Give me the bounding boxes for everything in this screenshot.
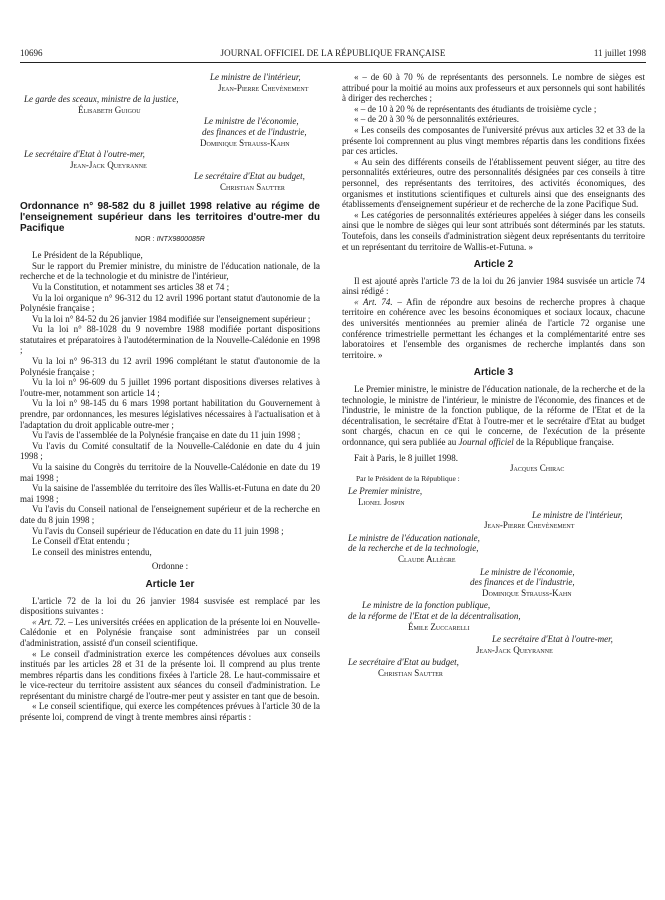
- paragraph: « Les conseils des composantes de l'université prévus aux articles 32 et 33 de la présente loi comprennent au plus vingt membres répartis dans les conditions fixées par ces articles.: [342, 124, 645, 157]
- signatory-title: Le secrétaire d'Etat au budget,: [348, 657, 459, 668]
- paragraph: Sur le rapport du Premier ministre, du ministre de l'éducation nationale, de la recherche et de la technologie et du ministre de l'intérieur,: [20, 260, 320, 282]
- paragraph: Le Conseil d'Etat entendu ;: [32, 536, 130, 547]
- signatory-title: Le Premier ministre,: [348, 486, 423, 497]
- paragraph: Vu la loi n° 96-313 du 12 avril 1996 complétant le statut d'autonomie de la Polynésie française ;: [20, 356, 320, 377]
- paragraph: Le conseil des ministres entendu,: [32, 546, 152, 557]
- paragraph: Vu la loi n° 96-609 du 5 juillet 1996 portant dispositions diverses relatives à l'outre-mer, notamment son article 14 ;: [20, 377, 320, 398]
- paragraph: « – de 10 à 20 % de représentants des étudiants de troisième cycle ;: [354, 103, 597, 114]
- paragraph: Vu la loi n° 98-145 du 6 mars 1998 portant habilitation du Gouvernement à prendre, par ordonnances, les mesures législatives nécessaires à l'actualisation et à l'adaptation du droit applicable outre-mer ;: [20, 398, 320, 430]
- ordonne-line: Ordonne :: [151, 561, 189, 572]
- signatory-name: Jean-Pierre Chevènement: [484, 520, 575, 531]
- paragraph: « Au sein des différents conseils de l'établissement peuvent siéger, au titre des personnalités extérieures, outre des personnalités désignées par ces conseils à titre personnel, des représentants des territoires, des activités économiques, des organismes et institutions scientifiques et culturels ainsi que des enseignants des établissements d'enseignement supérieur et de recherche de la zone Pacifique Sud.: [342, 156, 645, 210]
- signatory-title: des finances et de l'industrie,: [202, 126, 307, 137]
- paragraph: Vu la loi organique n° 96-312 du 12 avril 1996 portant statut d'autonomie de la Polynésie française ;: [20, 292, 320, 314]
- article-72-paragraph: [20, 617, 320, 649]
- paragraph: Vu l'avis du Conseil national de l'enseignement supérieur et de la recherche en date du 8 juin 1998 ;: [20, 504, 320, 525]
- article-text: – Afin de répondre aux besoins de recherche propres à chaque territoire en cohérence avec les besoins économiques et sociaux locaux, chacune des universités mentionnées au premier alinéa de l'article 72 organise une conférence trimestrielle permettant les échanges et la complémentarité entre ses laboratoires et l'ensemble des organismes de recherche implantés dans son territoire. »: [342, 296, 645, 360]
- paragraph: Vu la Constitution, et notamment ses articles 38 et 74 ;: [32, 281, 230, 292]
- signatory-name: Lionel Jospin: [358, 496, 405, 507]
- paragraph: Vu l'avis de l'assemblée de la Polynésie française en date du 11 juin 1998 ;: [32, 430, 301, 441]
- journal-title: JOURNAL OFFICIEL DE LA RÉPUBLIQUE FRANÇAISE: [220, 48, 446, 58]
- signatory-title: Le ministre de l'intérieur,: [210, 72, 301, 82]
- header-rule: [20, 62, 646, 63]
- paragraph: « – de 20 à 30 % de personnalités extérieures.: [354, 114, 519, 125]
- signatory-title: Le ministre de l'économie,: [480, 566, 575, 577]
- nor-code: INTX9800085R: [156, 235, 205, 243]
- paragraph: Vu la saisine de l'assemblée du territoire des îles Wallis-et-Futuna en date du 20 mai 1998 ;: [20, 483, 320, 504]
- signatory-title: Le secrétaire d'Etat à l'outre-mer,: [24, 149, 145, 160]
- president-name: Jacques Chirac: [510, 463, 565, 474]
- place-date: Fait à Paris, le 8 juillet 1998.: [354, 452, 458, 463]
- signatory-name: Dominique Strauss-Kahn: [200, 137, 290, 148]
- paragraph: « Les catégories de personnalités extérieures appelées à siéger dans les conseils ainsi que le nombre de sièges qui leur sont attribués sont déterminés par les statuts. Toutefois, dans les conseils d'administration siègent deux représentants du territoire et un représentant du territoire de Wallis-et-Futuna. »: [342, 209, 645, 252]
- signatory-title: Le ministre de l'économie,: [204, 116, 299, 127]
- paragraph: « Le conseil scientifique, qui exerce les compétences prévues à l'article 30 de la présente loi, comprend de vingt à trente membres ainsi répartis :: [20, 701, 320, 723]
- signatory-name: Jean-Jack Queyranne: [476, 644, 553, 655]
- signatory-title: des finances et de l'industrie,: [470, 577, 575, 588]
- article-text: de la République française.: [513, 437, 614, 447]
- signatory-title: de la recherche et de la technologie,: [348, 543, 479, 554]
- signatory-name: Christian Sautter: [378, 667, 443, 678]
- nor-label: NOR :: [135, 235, 155, 243]
- signatory-name: Élisabeth Guigou: [78, 104, 141, 115]
- signatory-name: Jean-Pierre Chevènement: [218, 82, 309, 93]
- signatory-name: Émile Zuccarelli: [408, 621, 470, 632]
- article-heading: Article 3: [473, 367, 514, 379]
- paragraph: Vu la loi n° 84-52 du 26 janvier 1984 modifiée sur l'enseignement supérieur ;: [32, 313, 311, 324]
- journal-reference: Journal officiel: [458, 437, 514, 447]
- paragraph: Vu la loi n° 88-1028 du 9 novembre 1988 modifiée portant dispositions statutaires et préparatoires à l'autodétermination de la Nouvelle-Calédonie en 1998 ;: [20, 324, 320, 356]
- article-text: Le Premier ministre, le ministre de l'éducation nationale, de la recherche et de la technologie, le ministre de l'intérieur, le ministre de l'économie, des finances et de l'industrie, le ministre de la fonction publique, de la réforme de l'Etat et de la décentralisation, le secrétaire d'Etat à l'outre-mer et le secrétaire d'Etat au budget sont chargés, chacun en ce qui le concerne, de l'exécution de la présente ordonnance, qui sera publiée au: [342, 384, 645, 447]
- paragraph: Vu l'avis du Conseil supérieur de l'éducation en date du 11 juin 1998 ;: [32, 525, 284, 536]
- paragraph: « Le conseil d'administration exerce les compétences dévolues aux conseils institués par les articles 28 et 31 de la présente loi. Il comprend au plus trente membres répartis dans les conditions fixées à l'article 28. Le haut-commissaire et le vice-recteur du territoire assistent aux séances du conseil d'administration. Le représentant du ministre chargé de l'outre-mer peut y assister en tant que de besoin.: [20, 648, 320, 701]
- page-header: [20, 48, 646, 62]
- signatory-title: Le ministre de la fonction publique,: [362, 600, 491, 611]
- signatory-title: de la réforme de l'Etat et de la décentralisation,: [348, 610, 521, 621]
- signatory-name: Christian Sautter: [220, 181, 285, 192]
- issue-date: 11 juillet 1998: [593, 48, 646, 58]
- article-text: – Les universités créées en application de la présente loi en Nouvelle-Calédonie et en Polynésie française sont administrées par un conseil d'administration, assisté d'un conseil scientifique.: [20, 616, 320, 648]
- article-74-paragraph: [342, 297, 645, 361]
- signatory-title: Le secrétaire d'Etat à l'outre-mer,: [492, 634, 613, 645]
- paragraph: Vu l'avis du Comité consultatif de la Nouvelle-Calédonie en date du 4 juin 1998 ;: [20, 440, 320, 462]
- article-heading: Article 1er: [145, 578, 195, 590]
- article-heading: Article 2: [473, 259, 514, 271]
- signatory-name: Jean-Jack Queyranne: [70, 159, 147, 170]
- paragraph: Vu la saisine du Congrès du territoire de la Nouvelle-Calédonie en date du 19 mai 1998 ;: [20, 462, 320, 483]
- article-3-paragraph: [342, 384, 645, 448]
- paragraph: Le Président de la République,: [32, 250, 143, 261]
- page-number: 10696: [20, 48, 43, 58]
- signatory-title: Le ministre de l'intérieur,: [532, 509, 623, 520]
- paragraph: Il est ajouté après l'article 73 de la loi du 26 janvier 1984 susvisée un article 74 ainsi rédigé :: [342, 275, 645, 297]
- paragraph: L'article 72 de la loi du 26 janvier 1984 susvisée est remplacé par les dispositions suivantes :: [20, 595, 320, 617]
- article-label: « Art. 74.: [354, 296, 393, 307]
- nor-reference: [20, 235, 320, 246]
- signatory-title: Le garde des sceaux, ministre de la justice,: [24, 94, 179, 105]
- ordinance-title: Ordonnance n° 98-582 du 8 juillet 1998 relative au régime de l'enseignement supérieur dans les territoires d'outre-mer du Pacifique: [20, 200, 320, 234]
- signatory-name: Dominique Strauss-Kahn: [482, 587, 572, 598]
- article-label: « Art. 72.: [32, 616, 66, 627]
- by-president-line: Par le Président de la République :: [356, 473, 460, 483]
- signatory-name: Claude Allègre: [398, 553, 456, 564]
- signatory-title: Le secrétaire d'Etat au budget,: [194, 171, 305, 182]
- left-column: [20, 72, 320, 723]
- signatory-title: Le ministre de l'éducation nationale,: [348, 532, 480, 543]
- right-column: [342, 72, 645, 678]
- paragraph: « – de 60 à 70 % de représentants des personnels. Le nombre de sièges est attribué pour la moitié au moins aux professeurs et aux personnels qui sont habilités à diriger des recherches ;: [342, 72, 645, 104]
